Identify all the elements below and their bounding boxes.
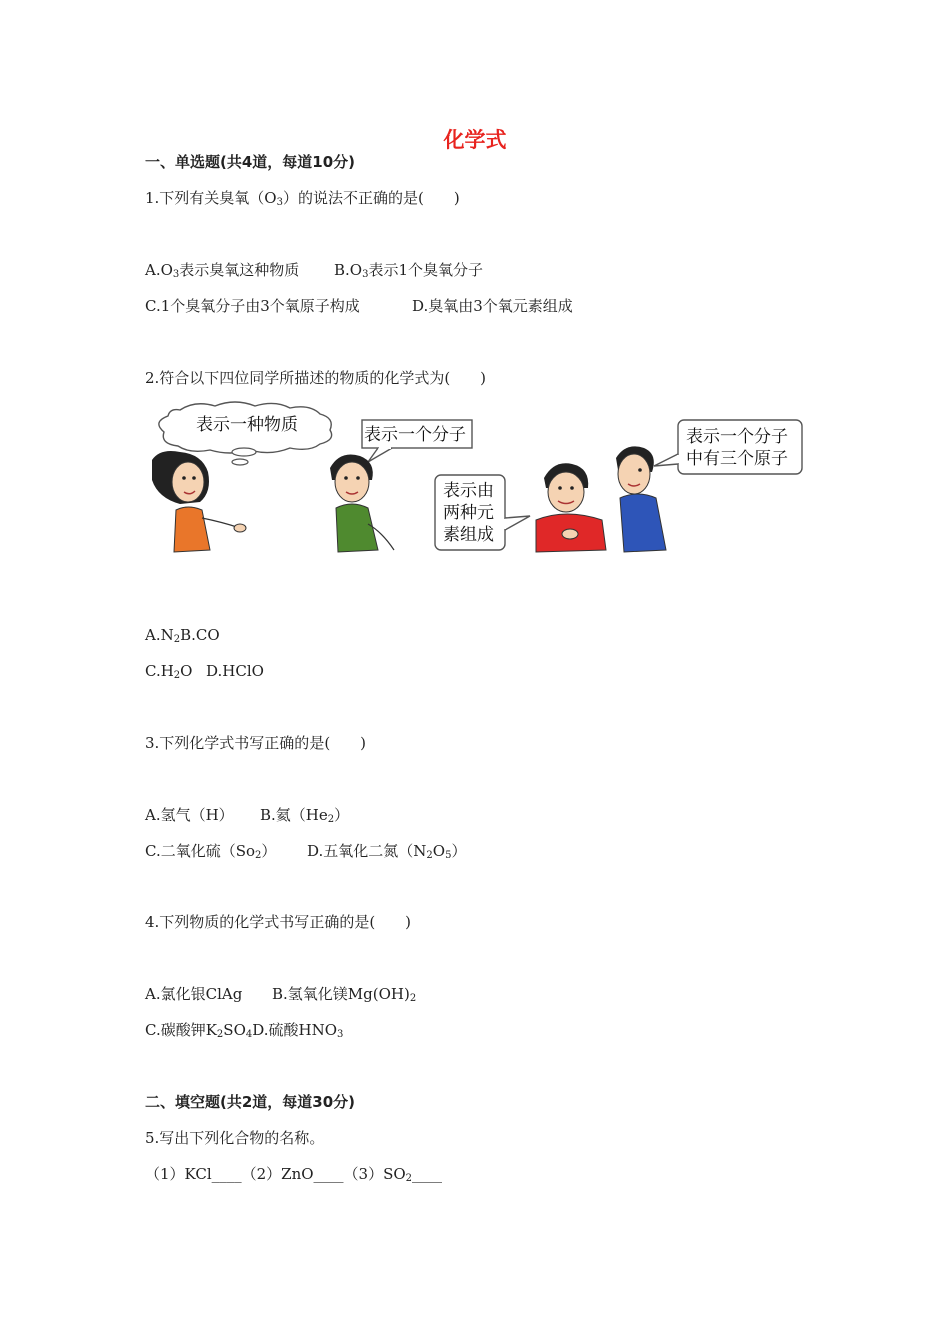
bubble-1-text: 表示一种物质 bbox=[196, 415, 298, 435]
question-3-option-a: A.氢气（H） bbox=[145, 806, 234, 824]
bubble-2-text: 表示一个分子 bbox=[364, 425, 466, 445]
question-3-stem: 3.下列化学式书写正确的是( ) bbox=[145, 734, 367, 752]
speech-bubble-2 bbox=[362, 420, 472, 462]
bubble-4-line-2: 中有三个原子 bbox=[686, 449, 788, 469]
bubble-3-line-1: 表示由 bbox=[443, 481, 494, 501]
question-1-option-d: D.臭氧由3个氧元素组成 bbox=[412, 297, 573, 315]
boy-2-figure bbox=[536, 463, 606, 552]
section-heading-fill-in: 二、填空题(共2道，每道30分) bbox=[145, 1093, 356, 1111]
bubble-3-line-3: 素组成 bbox=[443, 525, 494, 545]
question-4-stem: 4.下列物质的化学式书写正确的是( ) bbox=[145, 913, 412, 931]
question-5-blanks: $(1)KCl\_\_\_\_(2)ZnO\_\_\_\_(3)SO_2\_\_\_\_$ bbox=[145, 1165, 443, 1184]
question-3-option-c: C.二氧化硫$(So_2)$ bbox=[145, 842, 277, 861]
students-cartoon-illustration bbox=[140, 400, 820, 565]
boy-3-figure bbox=[616, 446, 666, 552]
question-4-option-a: A.氯化银ClAg bbox=[145, 985, 243, 1003]
question-1-option-b: $B.O_3$表示1个臭氧分子 bbox=[334, 261, 484, 280]
question-2-option-d: D.HClO bbox=[206, 662, 264, 680]
girl-figure bbox=[152, 451, 246, 552]
question-2-stem: 2.符合以下四位同学所描述的物质的化学式为( ) bbox=[145, 369, 487, 387]
bubble-4-line-1: 表示一个分子 bbox=[686, 427, 788, 447]
question-4-option-c-d: C.碳酸钾$K_2SO_4D$.硫酸$HNO_3$ bbox=[145, 1021, 344, 1040]
question-2-option-c: $C.H_2O$ bbox=[145, 662, 193, 681]
question-5-stem: 5.写出下列化合物的名称。 bbox=[145, 1129, 325, 1147]
speech-bubble-3 bbox=[435, 475, 530, 550]
bubble-3-line-2: 两种元 bbox=[443, 503, 494, 523]
speech-bubble-4 bbox=[654, 420, 802, 474]
question-1-option-c: C.1个臭氧分子由3个氧原子构成 bbox=[145, 297, 360, 315]
question-3-option-b: B.氦$(He_2)$ bbox=[260, 806, 350, 825]
question-1-stem: 1.下列有关臭氧$(O_3)$的说法不正确的是( ) bbox=[145, 189, 460, 208]
page-title: 化学式 bbox=[443, 128, 507, 152]
question-2-option-a-b: $A.N_2B.CO$ bbox=[145, 626, 220, 645]
boy-1-figure bbox=[330, 455, 394, 553]
question-4-option-b: B.氢氧化镁$Mg(OH)_2$ bbox=[272, 985, 417, 1004]
question-1-option-a: $A.O_3$表示臭氧这种物质 bbox=[145, 261, 300, 280]
question-3-option-d: D.五氧化二氮$(N_2O_5)$ bbox=[307, 842, 467, 861]
section-heading-single-choice: 一、单选题(共4道，每道10分) bbox=[145, 153, 356, 171]
